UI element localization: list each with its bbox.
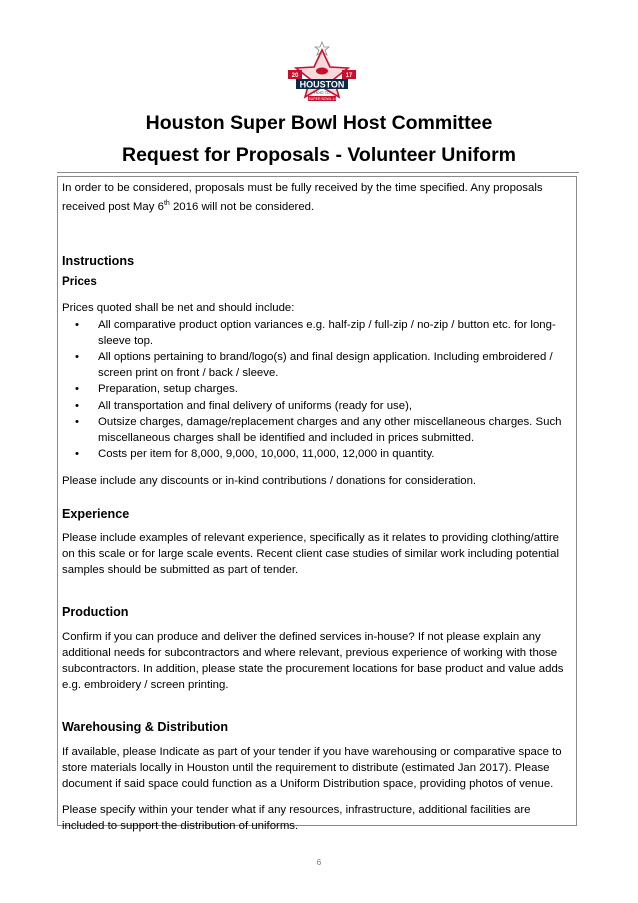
list-item: • Costs per item for 8,000, 9,000, 10,000, 11,000, 12,000 in quantity.: [62, 446, 574, 462]
experience-heading: Experience: [62, 506, 130, 521]
warehousing-paragraph-1: If available, please Indicate as part of your tender if you have warehousing or comparative space to store materials locally in Houston until the requirement to distribute (estimated Jan 2017). Please document if said space could function as a Uniform Distribution space, providing photos of venue.: [62, 745, 562, 791]
prices-heading: Prices: [62, 275, 97, 289]
bullet-icon: •: [75, 399, 79, 412]
intro-paragraph: In order to be considered, proposals must be fully received by the time specified. Any proposals received post May 6th 2016 will not be considered.: [62, 182, 543, 213]
list-item: • Outsize charges, damage/replacement charges and any other miscellaneous charges. Such miscellaneous charges shall be identified and included in prices submitted.: [75, 415, 562, 445]
logo-left-badge: 20: [291, 73, 299, 79]
page-number: 6: [316, 858, 322, 867]
logo-bottom-text: SUPER BOWL LI: [308, 97, 336, 101]
document-title: Houston Super Bowl Host Committee: [145, 112, 493, 134]
experience-paragraph: Please include examples of relevant experience, specifically as it relates to providing clothing/attire on this scale or for large scale events. Recent client case studies of similar work including potential samples should be submitted as part of tender.: [62, 531, 560, 577]
prices-bullet-list: [62, 317, 574, 463]
document-subtitle: Request for Proposals - Volunteer Uniform: [121, 144, 517, 166]
bullet-icon: •: [75, 383, 79, 396]
list-item: • All comparative product option variances e.g. half-zip / full-zip / no-zip / button etc. for long-sleeve top.: [75, 318, 556, 347]
logo-right-badge: 17: [345, 73, 353, 79]
bullet-icon: •: [75, 448, 79, 461]
warehousing-heading: Warehousing & Distribution: [62, 720, 229, 735]
discounts-paragraph: Please include any discounts or in-kind contributions / donations for consideration.: [62, 475, 477, 488]
logo-houston-text: HOUSTON: [299, 79, 345, 90]
list-item: • All transportation and final delivery of uniforms (ready for use),: [62, 398, 574, 414]
bullet-icon: •: [75, 351, 79, 364]
instructions-heading: Instructions: [62, 254, 135, 268]
list-item: • All options pertaining to brand/logo(s) and final design application. Including embroidered / screen print on front / back / sleeve.: [75, 351, 553, 380]
prices-lead: Prices quoted shall be net and should include:: [62, 302, 295, 315]
bullet-icon: •: [75, 415, 79, 428]
houston-host-committee-logo: [282, 40, 362, 108]
rfp-content: [62, 179, 574, 835]
production-paragraph: Confirm if you can produce and deliver the defined services in-house? If not please explain any additional needs for subcontractors and where relevant, previous experience of working with those subcontractors. In addition, please state the procurement locations for base product and value adds e.g. embroidery / screen printing.: [62, 630, 564, 692]
intro-superscript: th: [163, 200, 170, 208]
logo-host-to-text: HOST TO: [314, 91, 330, 95]
houston-super-bowl-host-committee-logo-icon: [282, 40, 362, 108]
title-divider: [57, 172, 579, 173]
bullet-icon: •: [75, 318, 79, 331]
list-item: • Preparation, setup charges.: [62, 381, 574, 397]
production-heading: Production: [62, 605, 129, 620]
warehousing-paragraph-2: Please specify within your tender what if any resources, infrastructure, additional facilities are included to support the distribution of uniforms.: [62, 804, 531, 833]
